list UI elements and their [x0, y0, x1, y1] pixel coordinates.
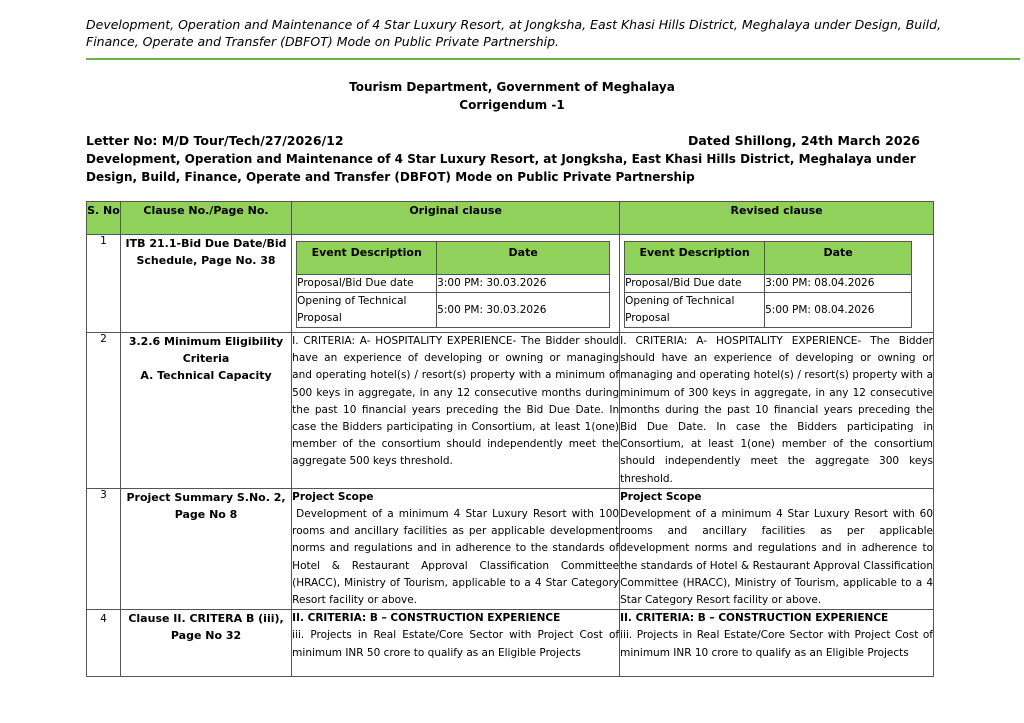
event-description: Opening of Technical Proposal	[297, 293, 437, 328]
clause-heading: II. CRITERIA: B – CONSTRUCTION EXPERIENCE	[620, 612, 889, 625]
clause-body: iii. Projects in Real Estate/Core Sector with Project Cost of minimum INR 10 crore to qualify as an Eligible Projects	[620, 629, 933, 659]
table-row	[87, 333, 934, 489]
revised-clause: I. CRITERIA: A- HOSPITALITY EXPERIENCE- The Bidder should have an experience of developing or owning or managing and operating hotel(s) / resort(s) property with a minimum of 300 keys in aggregate, in any 12 consecutive months during the past 10 financial years preceding the Bid Due Date. In case the Bidders participating in Consortium, at least 1(one) member of the consortium should independently meet the aggregate 300 keys threshold.	[620, 333, 934, 489]
header-clause: Clause No./Page No.	[120, 202, 291, 235]
clause-ref	[120, 333, 291, 489]
clause-body: iii. Projects in Real Estate/Core Sector with Project Cost of minimum INR 50 crore to qualify as an Eligible Projects	[292, 629, 620, 659]
header-divider	[86, 58, 1020, 60]
corrigendum-table	[86, 201, 934, 677]
event-date: 3:00 PM: 30.03.2026	[437, 275, 610, 293]
schedule-table-revised	[624, 241, 912, 328]
revised-clause	[620, 235, 934, 333]
header-revised: Revised clause	[620, 202, 934, 235]
inner-header-event: Event Description	[297, 242, 437, 275]
clause-title: 3.2.6 Minimum Eligibility Criteria	[128, 335, 284, 365]
event-description: Proposal/Bid Due date	[625, 275, 765, 293]
event-description: Opening of Technical Proposal	[625, 293, 765, 328]
row-number: 4	[87, 610, 121, 677]
clause-heading: II. CRITERIA: B – CONSTRUCTION EXPERIENCE	[292, 612, 561, 625]
event-date: 3:00 PM: 08.04.2026	[765, 275, 912, 293]
event-date: 5:00 PM: 30.03.2026	[437, 293, 610, 328]
clause-heading: Project Scope	[292, 490, 374, 503]
table-row	[87, 235, 934, 333]
clause-heading: Project Scope	[620, 490, 702, 503]
table-row	[87, 610, 934, 677]
clause-ref: ITB 21.1-Bid Due Date/Bid Schedule, Page No. 38	[120, 235, 291, 333]
inner-header-date: Date	[765, 242, 912, 275]
original-clause	[292, 235, 620, 333]
schedule-table-original	[296, 241, 610, 328]
inner-header-event: Event Description	[625, 242, 765, 275]
row-number: 1	[87, 235, 121, 333]
clause-subtitle: A. Technical Capacity	[140, 369, 272, 382]
revised-clause	[620, 610, 934, 677]
clause-body: Development of a minimum 4 Star Luxury Resort with 100 rooms and ancillary facilities as per applicable development norms and regulations and in adherence to the standards of Hotel & Restaurant Approval Classification Committee (HRACC), Ministry of Tourism, applicable to a 4 Star Category Resort facility or above.	[292, 508, 620, 607]
original-clause	[292, 610, 620, 677]
table-row	[87, 488, 934, 609]
inner-header-date: Date	[437, 242, 610, 275]
header-sno: S. No	[87, 202, 121, 235]
original-clause	[292, 488, 620, 609]
running-header: Development, Operation and Maintenance of 4 Star Luxury Resort, at Jongksha, East Khasi Hills District, Meghalaya under Design, Build, Finance, Operate and Transfer (DBFOT) Mode on Public Private Partnership.	[86, 17, 942, 49]
clause-ref: Project Summary S.No. 2, Page No 8	[120, 488, 291, 609]
revised-clause	[620, 488, 934, 609]
event-date: 5:00 PM: 08.04.2026	[765, 293, 912, 328]
corrigendum-title: Corrigendum -1	[459, 98, 565, 112]
clause-body: Development of a minimum 4 Star Luxury Resort with 60 rooms and ancillary facilities as per applicable development norms and regulations and in adherence to the standards of Hotel & Restaurant Approval Classification Committee (HRACC), Ministry of Tourism, applicable to a 4 Star Category Resort facility or above.	[620, 508, 933, 607]
letter-number: Letter No: M/D Tour/Tech/27/2026/12	[86, 133, 344, 148]
row-number: 2	[87, 333, 121, 489]
header-original: Original clause	[292, 202, 620, 235]
subject-line: Development, Operation and Maintenance of 4 Star Luxury Resort, at Jongksha, East Khasi Hills District, Meghalaya under Design, Build, Finance, Operate and Transfer (DBFOT) Mode on Public Private Partnership	[86, 152, 916, 184]
letter-date: Dated Shillong, 24th March 2026	[688, 133, 920, 148]
event-description: Proposal/Bid Due date	[297, 275, 437, 293]
row-number: 3	[87, 488, 121, 609]
department-title: Tourism Department, Government of Meghalaya	[349, 80, 675, 94]
table-header-row	[87, 202, 934, 235]
clause-ref: Clause II. CRITERA B (iii), Page No 32	[120, 610, 291, 677]
original-clause: I. CRITERIA: A- HOSPITALITY EXPERIENCE- The Bidder should have an experience of developing or owning or managing and operating hotel(s) / resort(s) property with a minimum of 500 keys in aggregate, in any 12 consecutive months during the past 10 financial years preceding the Bid Due Date. In case the Bidders participating in Consortium, at least 1(one) member of the consortium should independently meet the aggregate 500 keys threshold.	[292, 333, 620, 489]
